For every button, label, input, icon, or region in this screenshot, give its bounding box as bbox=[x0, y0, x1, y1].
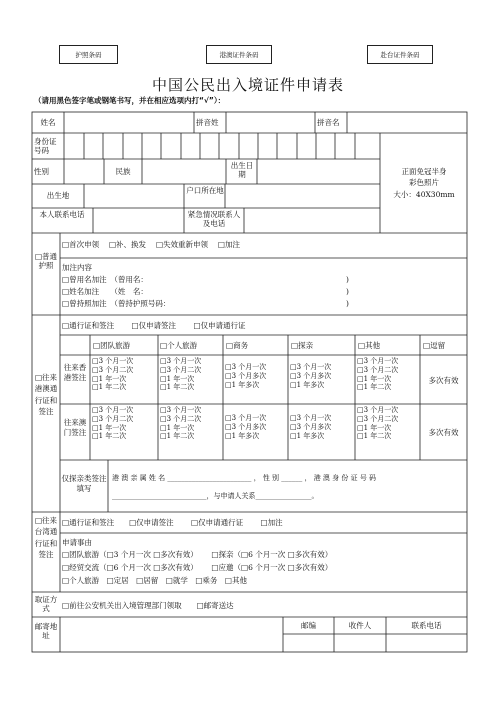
photo-area bbox=[381, 166, 467, 200]
relative-line-2[interactable]: ___________________________，与申请人关系________________。 bbox=[112, 492, 319, 500]
hk-type-business[interactable]: □商务 bbox=[226, 341, 249, 350]
ethnicity-label: 民族 bbox=[115, 167, 131, 176]
mo-c1-opt-3[interactable]: □1 年一次 bbox=[92, 423, 127, 432]
passport-add-line-2[interactable]: □姓名加注 （姓 名： bbox=[62, 287, 148, 296]
hk-section-label[interactable]: □往来港澳通行证和签注 bbox=[34, 373, 58, 416]
passport-add-line-3[interactable]: □曾持照加注 （曾持护照号码： bbox=[62, 299, 171, 308]
hk-c2 bbox=[160, 357, 201, 392]
mo-c5-opt-1[interactable]: □3 个月一次 bbox=[357, 406, 399, 414]
hk-c2-opt-1[interactable]: □3 个月一次 bbox=[160, 357, 202, 365]
mo-c6[interactable]: 多次有效 bbox=[428, 428, 459, 437]
passport-add-title: 加注内容 bbox=[62, 263, 92, 272]
hukou-label: 户口所在地 bbox=[186, 186, 224, 195]
hk-c3-opt-2[interactable]: □3 个月多次 bbox=[225, 371, 267, 380]
mo-c5-opt-3[interactable]: □1 年一次 bbox=[357, 423, 392, 432]
contact-phone-label: 联系电话 bbox=[411, 621, 442, 630]
mo-c2 bbox=[160, 406, 201, 441]
hk-c5-opt-1[interactable]: □3 个月一次 bbox=[357, 357, 399, 365]
paren-1: ) bbox=[346, 275, 349, 284]
mo-c3-opt-2[interactable]: □3 个月多次 bbox=[225, 422, 267, 431]
pinyin-given-label: 拼音名 bbox=[317, 118, 340, 127]
mo-c3 bbox=[225, 414, 266, 440]
mo-c2-opt-3[interactable]: □1 年一次 bbox=[160, 423, 195, 432]
paren-2: ) bbox=[346, 287, 349, 296]
mail-address-label: 邮寄地址 bbox=[34, 622, 58, 641]
mo-c3-opt-3[interactable]: □1 年多次 bbox=[225, 431, 260, 440]
hk-top-options[interactable]: □通行证和签注 □仅申请签注 □仅申请通行证 bbox=[62, 321, 246, 330]
pickup-label: 取证方式 bbox=[34, 595, 58, 614]
macau-endorse-label: 往来澳门签注 bbox=[63, 418, 87, 438]
photo-text-1: 正面免冠半身 bbox=[401, 167, 447, 176]
photo-text-3: 大小：40X30mm bbox=[393, 189, 455, 199]
photo-text-2: 彩色照片 bbox=[409, 178, 439, 188]
taiwan-barcode-label: 赴台证件条码 bbox=[380, 51, 420, 59]
hk-c4 bbox=[290, 363, 331, 389]
hk-c2-opt-3[interactable]: □1 年一次 bbox=[160, 374, 195, 383]
passport-barcode-label: 护照条码 bbox=[75, 51, 102, 59]
mo-c2-opt-2[interactable]: □3 个月二次 bbox=[160, 414, 202, 423]
pinyin-surname-label: 拼音姓 bbox=[196, 118, 219, 127]
hk-c1-opt-2[interactable]: □3 个月二次 bbox=[92, 365, 134, 374]
mo-c5-opt-2[interactable]: □3 个月二次 bbox=[357, 414, 399, 423]
mo-c5 bbox=[357, 406, 398, 441]
hk-c5-opt-2[interactable]: □3 个月二次 bbox=[357, 365, 399, 374]
tw-reason-line-1[interactable]: □团队旅游（□3 个月一次 □多次有效） □探亲（□6 个月一次 □多次有效） bbox=[62, 550, 333, 559]
hk-c3-opt-1[interactable]: □3 个月一次 bbox=[225, 363, 267, 371]
hk-c5-opt-3[interactable]: □1 年一次 bbox=[357, 374, 392, 383]
hk-c3 bbox=[225, 363, 266, 389]
hk-c5 bbox=[357, 357, 398, 392]
hk-type-group-tour[interactable]: □团队旅游 bbox=[93, 341, 131, 350]
postcode-label: 邮编 bbox=[301, 621, 316, 630]
hk-c1-opt-4[interactable]: □1 年二次 bbox=[92, 383, 127, 392]
hk-c2-opt-4[interactable]: □1 年二次 bbox=[160, 383, 195, 392]
mo-c4-opt-1[interactable]: □3 个月一次 bbox=[290, 414, 332, 422]
form-title: 中国公民出入境证件申请表 bbox=[151, 76, 344, 94]
phone-label: 本人联系电话 bbox=[39, 210, 85, 219]
paren-3: ) bbox=[346, 299, 349, 308]
hk-c1 bbox=[92, 357, 133, 392]
tw-reason-title: 申请事由 bbox=[62, 538, 92, 547]
hk-c1-opt-3[interactable]: □1 年一次 bbox=[92, 374, 127, 383]
gender-label: 性别 bbox=[34, 167, 49, 176]
tw-reason-line-2[interactable]: □经贸交流（□6 个月一次 □多次有效） □应邀（□6 个月一次 □多次有效） bbox=[62, 563, 333, 572]
name-label: 姓名 bbox=[40, 118, 56, 127]
hk-type-family[interactable]: □探亲 bbox=[291, 341, 314, 350]
hk-type-stay[interactable]: □逗留 bbox=[423, 341, 446, 350]
hk-c5-opt-4[interactable]: □1 年二次 bbox=[357, 383, 392, 392]
mo-c1-opt-4[interactable]: □1 年二次 bbox=[92, 432, 127, 441]
birth-place-label: 出生地 bbox=[46, 191, 70, 200]
mo-c4 bbox=[290, 414, 331, 440]
tw-section-label[interactable]: □往来台湾通行证和签注 bbox=[34, 516, 58, 559]
relative-label: 仅探亲类签注填写 bbox=[61, 474, 107, 494]
mo-c3-opt-1[interactable]: □3 个月一次 bbox=[225, 414, 267, 422]
hk-type-individual[interactable]: □个人旅游 bbox=[160, 341, 198, 350]
recipient-label: 收件人 bbox=[348, 621, 372, 630]
hk-type-other[interactable]: □其他 bbox=[358, 341, 381, 350]
mo-c2-opt-1[interactable]: □3 个月一次 bbox=[160, 406, 202, 414]
hk-c1-opt-1[interactable]: □3 个月一次 bbox=[92, 357, 134, 365]
hk-endorse-label: 往来香港签注 bbox=[63, 363, 87, 383]
hk-macau-barcode-label: 港澳证件条码 bbox=[219, 51, 259, 59]
relative-line-1[interactable]: 港 澳 亲 属 姓 名 ________________________ ， 性 别 ______ ， 港 澳 身 份 证 号 码 bbox=[112, 474, 377, 482]
birth-date-label: 出生日期 bbox=[230, 161, 254, 180]
hk-c6[interactable]: 多次有效 bbox=[428, 376, 459, 385]
id-number-label: 身份证号码 bbox=[34, 137, 57, 156]
hk-c4-opt-1[interactable]: □3 个月一次 bbox=[290, 363, 332, 371]
mo-c4-opt-3[interactable]: □1 年多次 bbox=[290, 431, 325, 440]
mo-c1-opt-2[interactable]: □3 个月二次 bbox=[92, 414, 134, 423]
mo-c5-opt-4[interactable]: □1 年二次 bbox=[357, 432, 392, 441]
emergency-contact-label: 紧急情况联系人及电话 bbox=[187, 210, 241, 229]
mo-c2-opt-4[interactable]: □1 年二次 bbox=[160, 432, 195, 441]
mo-c1 bbox=[92, 406, 133, 441]
mo-c1-opt-1[interactable]: □3 个月一次 bbox=[92, 406, 134, 414]
tw-reason-line-3[interactable]: □个人旅游 □定居 □居留 □就学 □乘务 □其他 bbox=[62, 576, 248, 585]
tw-options[interactable]: □通行证和签注 □仅申请签注 □仅申请通行证 □加注 bbox=[62, 518, 283, 527]
passport-options[interactable]: □首次申领 □补、换发 □失效重新申领 □加注 bbox=[62, 240, 240, 249]
instruction-text: （请用黑色签字笔或钢笔书写，并在相应选项内打“√”）： bbox=[34, 96, 226, 105]
hk-c4-opt-3[interactable]: □1 年多次 bbox=[290, 380, 325, 389]
mo-c4-opt-2[interactable]: □3 个月多次 bbox=[290, 422, 332, 431]
passport-add-line-1[interactable]: □曾用名加注 （曾用名： bbox=[62, 275, 148, 284]
hk-c2-opt-2[interactable]: □3 个月二次 bbox=[160, 365, 202, 374]
hk-c4-opt-2[interactable]: □3 个月多次 bbox=[290, 371, 332, 380]
pickup-options[interactable]: □前往公安机关出入境管理部门领取 □邮寄送达 bbox=[62, 601, 234, 610]
passport-section-label[interactable]: □普通护照 bbox=[34, 252, 58, 271]
hk-c3-opt-3[interactable]: □1 年多次 bbox=[225, 380, 260, 389]
